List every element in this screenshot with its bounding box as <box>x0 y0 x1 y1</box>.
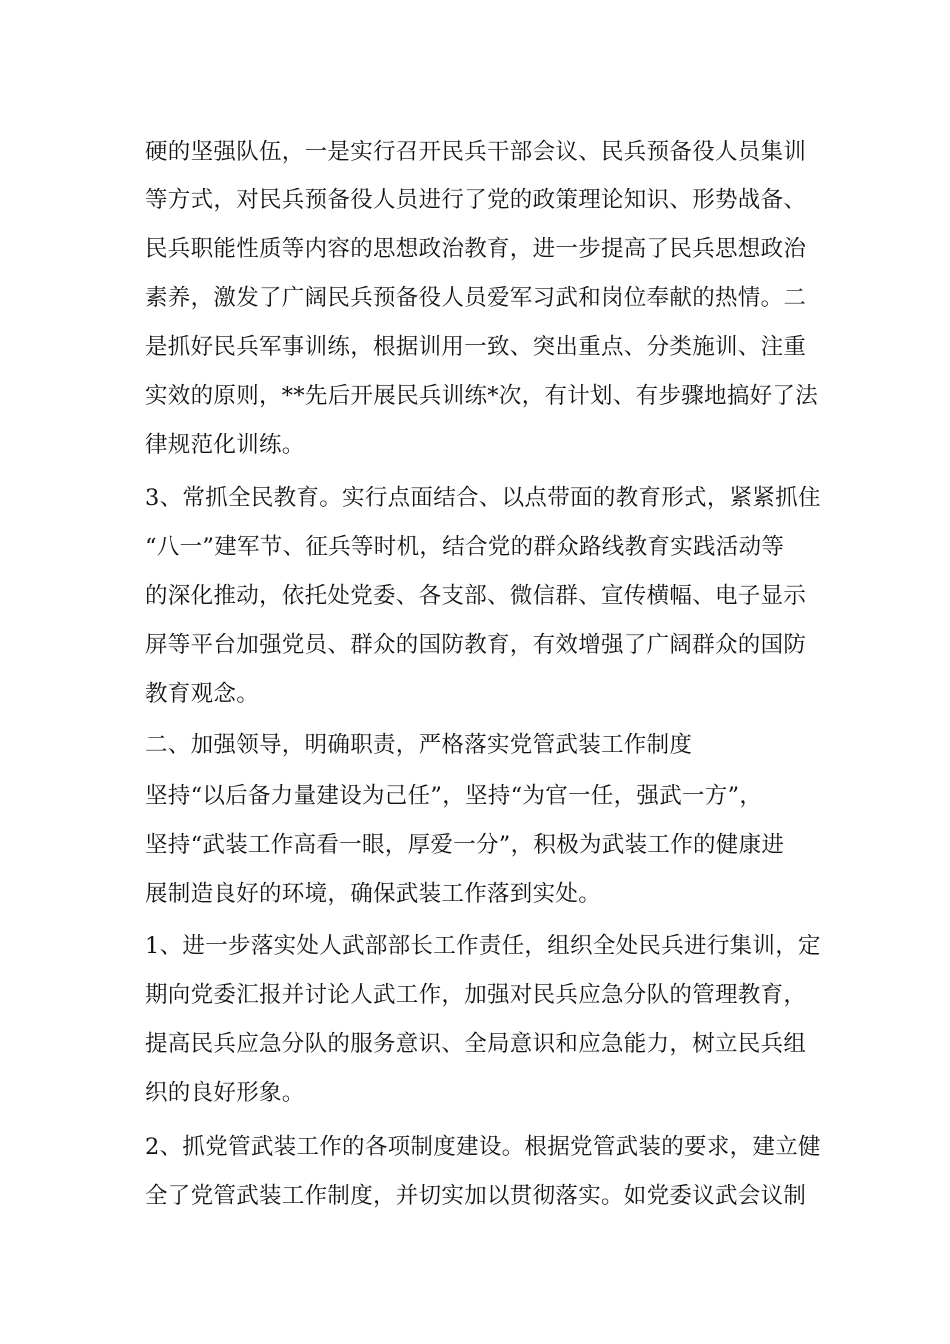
text-line: 展制造良好的环境，确保武装工作落到实处。 <box>145 881 602 907</box>
text-line: 教育观念。 <box>145 681 260 707</box>
text-line: 3、常抓全民教育。实行点面结合、以点带面的教育形式，紧紧抓住 <box>145 485 821 511</box>
text-line: 坚持“武装工作高看一眼，厚爱一分”，积极为武装工作的健康进 <box>145 832 785 858</box>
text-line: 硬的坚强队伍，一是实行召开民兵干部会议、民兵预备役人员集训 <box>145 139 807 165</box>
text-line: 实效的原则，**先后开展民兵训练*次，有计划、有步骤地搞好了法 <box>145 383 819 409</box>
text-line: 2、抓党管武装工作的各项制度建设。根据党管武装的要求，建立健 <box>145 1134 821 1160</box>
text-line: 坚持“以后备力量建设为己任”，坚持“为官一任，强武一方”， <box>145 783 763 809</box>
text-line: 期向党委汇报并讨论人武工作，加强对民兵应急分队的管理教育， <box>145 982 807 1008</box>
text-line: 等方式，对民兵预备役人员进行了党的政策理论知识、形势战备、 <box>145 187 807 213</box>
text-line: 素养，激发了广阔民兵预备役人员爱军习武和岗位奉献的热情。二 <box>145 285 807 311</box>
text-line: 织的良好形象。 <box>145 1080 305 1106</box>
text-line: 提高民兵应急分队的服务意识、全局意识和应急能力，树立民兵组 <box>145 1031 807 1057</box>
text-line: 的深化推动，依托处党委、各支部、微信群、宣传横幅、电子显示 <box>145 583 807 609</box>
text-line: 律规范化训练。 <box>145 432 305 458</box>
text-line: 全了党管武装工作制度，并切实加以贯彻落实。如党委议武会议制 <box>145 1183 807 1209</box>
text-line: “八一”建军节、征兵等时机，结合党的群众路线教育实践活动等 <box>145 534 785 560</box>
text-line: 民兵职能性质等内容的思想政治教育，进一步提高了民兵思想政治 <box>145 236 807 262</box>
section-heading: 二、加强领导，明确职责，严格落实党管武装工作制度 <box>145 732 693 758</box>
text-line: 是抓好民兵军事训练，根据训用一致、突出重点、分类施训、注重 <box>145 334 807 360</box>
text-line: 屏等平台加强党员、群众的国防教育，有效增强了广阔群众的国防 <box>145 632 807 658</box>
text-line: 1、进一步落实处人武部部长工作责任，组织全处民兵进行集训，定 <box>145 933 821 959</box>
